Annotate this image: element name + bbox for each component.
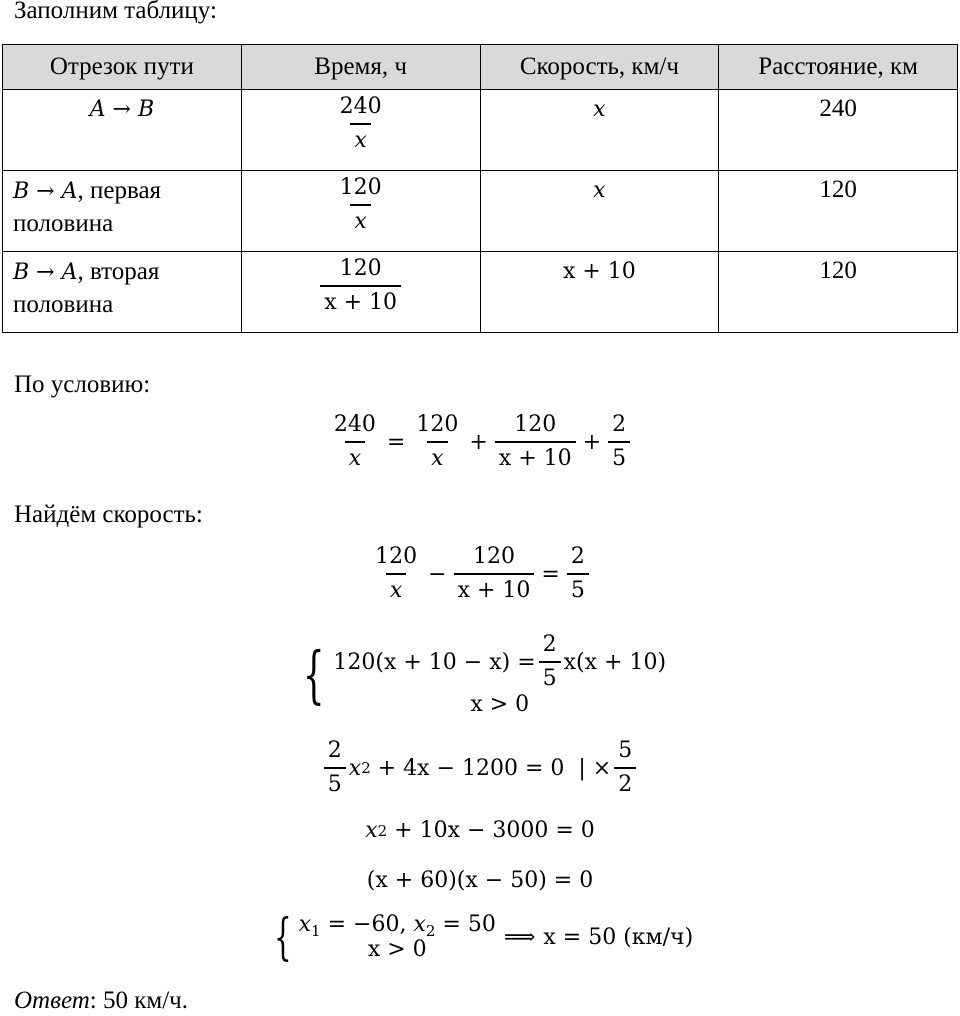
header-time: Время, ч: [241, 45, 480, 90]
distance-cell: 240: [719, 90, 958, 171]
condition-label: По условию:: [14, 371, 151, 398]
table-header-row: [3, 45, 958, 90]
answer: Ответ: 50 км/ч.: [14, 987, 188, 1014]
table-row: [3, 90, 958, 171]
equation-speed: $\frac{120}{x}$ − $\frac{120}{x + 10}$ = $\frac{2}{5}$: [0, 544, 960, 604]
time-cell: [241, 252, 480, 333]
time-cell: [241, 171, 480, 252]
brace-icon: {: [302, 637, 325, 711]
segment-cell: B → A, вторая половина: [3, 252, 242, 333]
header-distance: Расстояние, км: [719, 45, 958, 90]
system-2: { $x_1 = -60$, $x_2 = 50$ x > 0 ⟹ x = 50 (км/ч): [273, 908, 694, 966]
table-row: [3, 171, 958, 252]
distance-cell: 120: [719, 252, 958, 333]
time-fraction: $\frac{120}{x}$: [339, 175, 382, 234]
quadratic-equation: $\frac{2}{5}$ x 2 + 4x − 1200 = 0 | × $\frac{5}{2}$: [0, 738, 960, 798]
speed-cell: x + 10: [480, 252, 719, 333]
implies-icon: ⟹: [503, 924, 536, 950]
segment-cell: A → B: [3, 90, 242, 171]
segment-cell: B → A, первая половина: [3, 171, 242, 252]
speed-cell: x: [480, 171, 719, 252]
distance-cell: 120: [719, 171, 958, 252]
speed-cell: x: [480, 90, 719, 171]
time-fraction: $\frac{240}{x}$: [339, 94, 382, 153]
header-segment: Отрезок пути: [3, 45, 242, 90]
reduced-equation: x 2 + 10x − 3000 = 0: [365, 818, 595, 843]
time-cell: [241, 90, 480, 171]
find-label: Найдём скорость:: [14, 501, 203, 528]
system-1: { 120(x + 10 − x) = $\frac{2}{5}$ x(x + 10) x > 0: [302, 632, 667, 717]
data-table: [2, 44, 958, 333]
factored-equation: (x + 60)(x − 50) = 0: [366, 868, 594, 893]
equation-condition: $\frac{240}{x}$ = $\frac{120}{x}$ + $\frac{120}{x + 10}$ + $\frac{2}{5}$: [0, 412, 960, 472]
intro-text: Заполним таблицу:: [14, 0, 217, 24]
time-fraction: $\frac{120}{x + 10}$: [320, 256, 401, 316]
brace-icon: {: [273, 908, 292, 966]
header-speed: Скорость, км/ч: [480, 45, 719, 90]
table-row: [3, 252, 958, 333]
